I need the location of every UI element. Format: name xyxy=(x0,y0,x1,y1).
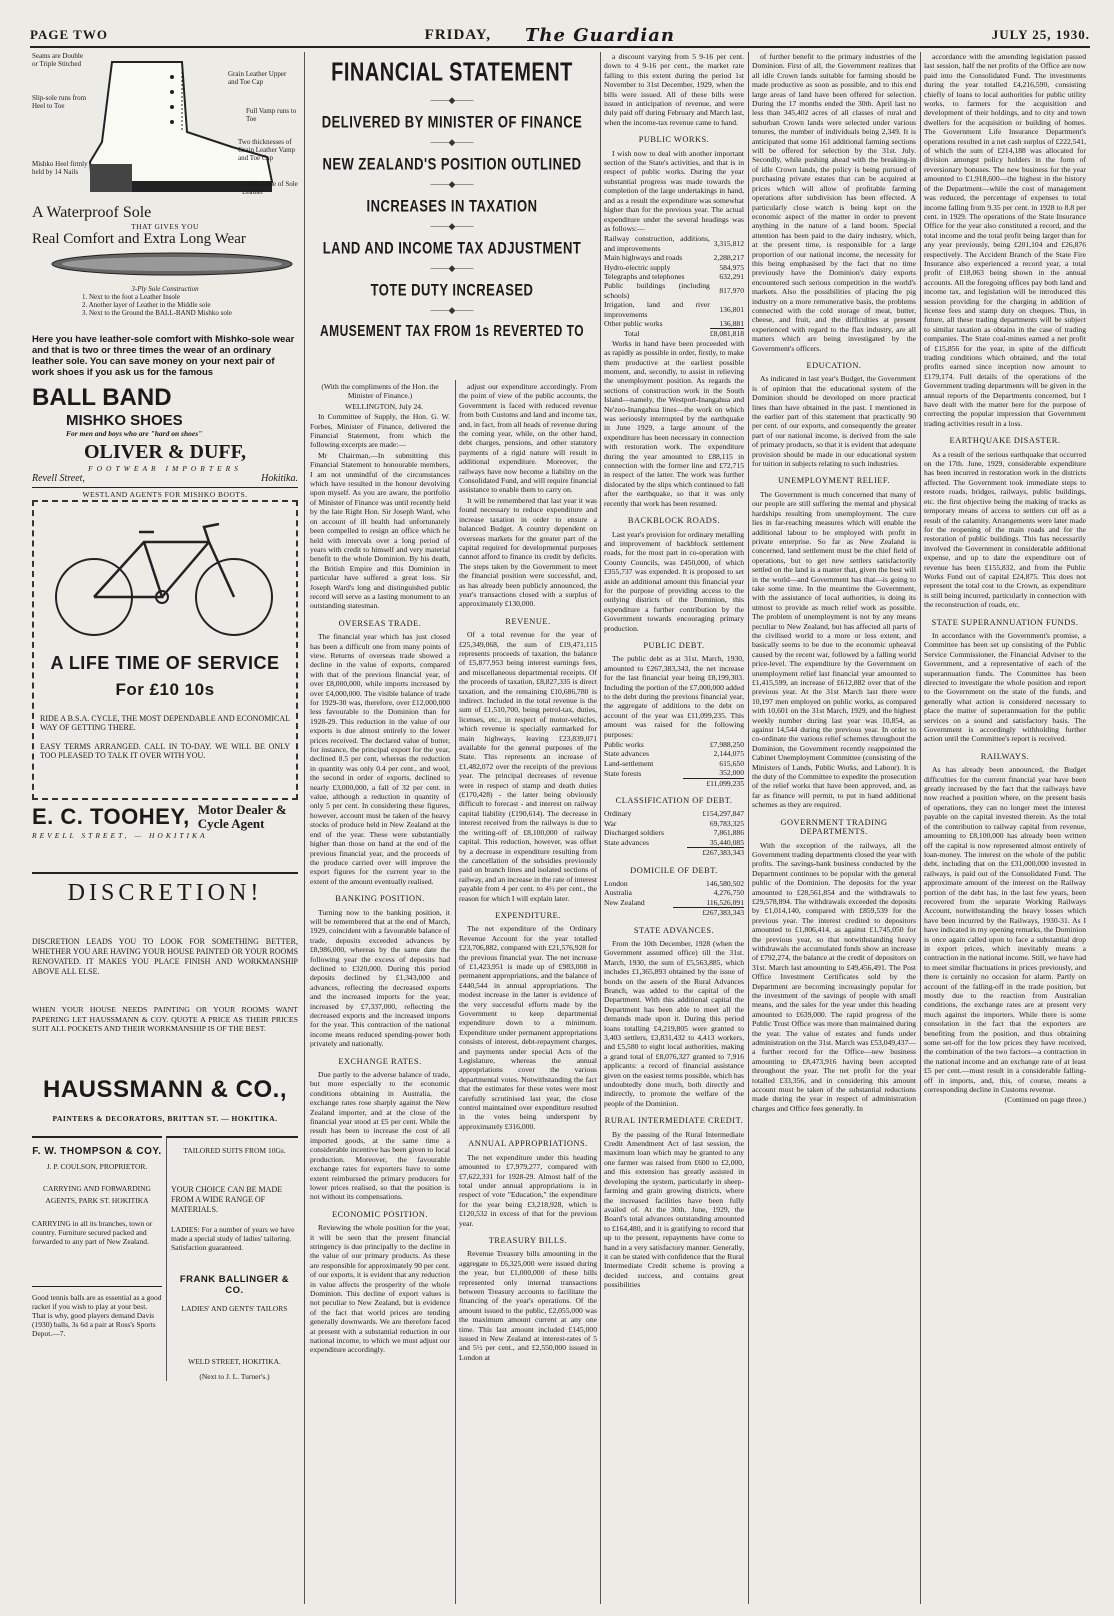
column-rule xyxy=(600,52,601,1604)
table-row xyxy=(604,749,744,758)
table-cell-label: Railway construction, additions, and improvements xyxy=(604,234,710,253)
table-row xyxy=(604,263,744,272)
article-column-1 xyxy=(310,382,450,1604)
table-cell-label: Hydro-electric supply xyxy=(604,262,671,272)
table-row xyxy=(604,898,744,908)
column-rule xyxy=(920,52,921,1604)
article-paragraph: As indicated in last year's Budget, the Government is of opinion that the educational system of the Dominion should be developed on more practical lines than have obtained in the past. I mentioned in the earlier part of this statement that practically 90 per cent. of our exports, and consequently the greater part of our national income, is derived from the sale of primary products, so that it is evident that adequate provision should be made in our educational system for tuition in subjects relating to such industries. xyxy=(752,374,916,469)
cycle-dealer-name: E. C. TOOHEY, xyxy=(32,804,190,829)
section-heading: DOMICILE OF DEBT. xyxy=(630,865,718,875)
shoe-subheadline: THAT GIVES YOU xyxy=(131,222,199,231)
table-cell-value: £267,383,343 xyxy=(673,908,744,918)
article-column-2 xyxy=(459,382,597,1604)
cycle-price: For £10 10s xyxy=(115,680,215,699)
article-paragraph: Turning now to the banking position, it will be remembered that at the end of March, 1929, coincident with a favourable balance of trade, deposits exceeded advances by £8,986,000, whereas by the same date the following year the excess of deposits had declined to £320,000. During this period deposits declined by £1,343,000 and advances, reflecting the decreased exports and the increased imports for the year, increased by £7,337,000, reflecting the decreased exports and the increased imports for the year. This contraction of the national income means reduced spending-power both privately and nationally. xyxy=(310,907,450,1049)
table-row xyxy=(604,828,744,837)
table-row xyxy=(604,319,744,329)
article-paragraph: adjust our expenditure accordingly. From the point of view of the public accounts, the Government is faced with reduced revenue from both Customs and land and income tax, and, in fact, from all heads of revenue during the coming year, while, on the other hand, debt charges, pensions, and other statutory payments of a rigid nature will result in additional expenditure. Moreover, the railways have now become a liability on the Consolidated Fund, and will require financial assistance to enable them to carry on. xyxy=(459,382,597,495)
article-paragraph: As has already been announced, the Budget difficulties for the current financial year have been greatly increased by the fact that the railways have now reached a position where, on the present basis of operations, they can no longer meet the interest payable on the capital invested therein. As the total of the contribution to railway capital from revenue, amounting to £8,100,000 has already been written off the capital is now represented almost entirely of loan-money. The interest on the whole of the public debt, including that on the £31,000,000 invested in railways, is paid out of the Consolidated Fund. The approximate amount of the interest on the Railway portion of the debt has, in the last few years, been recovered from the separate Working Railways Account, notwithstanding the heavy losses which have been incurred by the Railways, 1930-31. As I have indicated in my opening remarks, the Dominion is once again called upon to face a substantial drop in export prices, which inevitably means a contraction in the national income. Still, we have had to meet similar fluctuations in prices previously, and there is certainly no occasion for alarm. Partly on account of the falling-off in the trade position, but mostly due to the reaction from Australian conditions, the exchange rates are at present very much against the importers. While there is some consolation in the fact that the exporters are benefiting from the position, and thus obtaining some set-off for the low prices they have received, the combination of the two factors—a contraction in the national income and an exchange rate of at least £5 per cent.—must result in a considerable falling-off in imports, and, this, of course, means a corresponding decline in Customs revenue. xyxy=(924,765,1086,1095)
shoe-headline: A Waterproof Sole xyxy=(32,204,152,221)
tailor-headline: YOUR CHOICE CAN BE MADE FROM A WIDE RANGE OF MATERIALS. xyxy=(171,1185,283,1214)
article-paragraph: In Committee of Supply, the Hon. G. W. Forbes, Minister of Finance, delivered the Financial Statement, from which the following excerpts are made:— xyxy=(310,412,450,450)
table-row xyxy=(604,281,744,300)
table-cell-label: Ordinary xyxy=(604,809,632,819)
carrier-name: F. W. THOMPSON & COY. xyxy=(32,1146,162,1157)
shoe-advertisement xyxy=(32,52,298,348)
agents-line: WESTLAND AGENTS FOR MISHKO BOOTS. xyxy=(32,487,298,499)
construction-title: 3-Ply Sole Construction xyxy=(131,285,199,293)
table-row xyxy=(604,879,744,888)
article-paragraph: I wish now to deal with another important section of the State's activities, and that is in respect of public works. During the year substantial progress was made towards the completion of the large undertakings in hand, and as a result the expenditure was somewhat higher than for the previous year. The actual expenditure under the several headings was as follows:— xyxy=(604,148,744,233)
table-cell-value: 136,801 xyxy=(719,304,744,314)
table-cell-value: 352,000 xyxy=(719,768,744,778)
brand-tag: For men and boys who are "hard on shoes" xyxy=(66,429,203,438)
table-cell-label: Land-settlement xyxy=(604,758,654,768)
shoe-ad-lower xyxy=(32,334,298,499)
article-paragraph: a discount varying from 5 9-16 per cent. down to 4 9-16 per cent., the market rate falling to this extent during the period 1st November to 31st December, 1929, when the bills were issued. All of these bills were issued in anticipation of revenue, and were duly paid off during February and March last, when the income-tax revenue came to hand. xyxy=(604,52,744,127)
headline-deck-4: LAND AND INCOME TAX ADJUSTMENT xyxy=(322,237,582,258)
article-paragraph: By the passing of the Rural Intermediate Credit Amendment Act of last session, the maximum loan which may be granted to any one farmer was raised from £600 to £2,000, and this extension has greatly assisted in developing the system, particularly in sheep-farming and grain growing districts, where the increased facilities have been fully availed of. At the 30th. June, 1929, the Board's total advances outstanding amounted to £164,480, and it is gratifying to record that up to the present, repayments have come to hand in a very satisfactory manner. Generally, it can be stated with confidence that the Rural Intermediate Credit scheme is proving a decided success, and contains great possibilities xyxy=(604,1129,744,1290)
table-cell-value: 7,861,886 xyxy=(713,828,744,838)
headline-deck-5: TOTE DUTY INCREASED xyxy=(370,279,534,300)
table-cell-value: £267,383,343 xyxy=(687,848,744,858)
article-column-5 xyxy=(924,52,1086,1604)
cycle-body: RIDE A B.S.A. CYCLE, THE MOST DEPENDABLE AND ECONOMICAL WAY OF GETTING THERE. xyxy=(40,714,290,732)
section-heading: OVERSEAS TRADE. xyxy=(338,618,422,628)
dealer-street: Revell Street, xyxy=(32,473,85,484)
table-cell-label: Public buildings (including schools) xyxy=(604,281,710,300)
table-cell-label: State advances xyxy=(604,837,649,847)
painters-advertisement xyxy=(32,872,298,1122)
dealer-town: Hokitika. xyxy=(261,473,298,484)
tailor-street: WELD STREET, HOKITIKA. xyxy=(188,1357,281,1366)
article-dateline: WELLINGTON, July 24. xyxy=(345,401,423,411)
article-headline-block: FINANCIAL STATEMENT ——◆—— DELIVERED BY MINISTER OF FINANCE ——◆—— NEW ZEALAND'S POSITION OUTLINED ——◆—— INCREASES IN TAXATION ——◆—— LAND AND INCOME TAX ADJUSTMENT ——◆—— TOTE DUTY INCREASED ——◆—— AMUSEMENT TAX FROM 1s REVERTED TO xyxy=(310,56,594,346)
table-row xyxy=(604,838,744,848)
section-heading: PUBLIC DEBT. xyxy=(643,640,705,650)
bicycle-illustration xyxy=(34,502,296,642)
section-heading: RURAL INTERMEDIATE CREDIT. xyxy=(604,1116,744,1126)
section-heading: PUBLIC WORKS. xyxy=(638,135,710,145)
construction-line: 2. Another layer of Leather in the Middle sole xyxy=(82,301,211,309)
table-cell-value: 116,526,091 xyxy=(706,897,744,907)
article-paragraph: In accordance with the Government's promise, a Committee has been set up consisting of the Public Service Commissioner, the Financial Adviser to the Government, and a representative of each of the superannuation funds. The Committee has been directed to investigate the whole position and report to the Government on the state of the funds, and generally what action is considered necessary to place the matter of superannuation for the public services on a sound and satisfactory basis. The Government is accordingly withholding further action until the Committee's report is received. xyxy=(924,630,1086,744)
debt-domicile-table xyxy=(604,879,744,918)
masthead-paper-title: The Guardian xyxy=(525,24,675,46)
section-heading: EDUCATION. xyxy=(806,361,862,370)
article-paragraph: Last year's provision for ordinary metalling and improvement of backblock settlement roads, for the most part in co-operation with County Councils, was £450,000, of which £355,737 was expended. It is proposed to set aside an additional amount this financial year for the purpose of providing access to the outlying districts of the Dominion, this expenditure a further contribution by the Government towards encouraging primary production. xyxy=(604,529,744,633)
section-heading: GOVERNMENT TRADING DEPARTMENTS. xyxy=(780,817,888,837)
article-credit: (With the compliments of the Hon. the Minister of Finance.) xyxy=(321,382,439,401)
article-column-3 xyxy=(604,52,744,1604)
tailor-near: (Next to J. L. Turner's.) xyxy=(199,1372,270,1381)
tailor-advertisement xyxy=(166,1136,298,1381)
article-paragraph: Of a total revenue for the year of £25,349,068, the sum of £19,471,115 represents proceeds of taxation, the balance of £5,877,953 being interest earnings fees, and miscellaneous departmental receipts. Of the proceeds of taxation, £8,827,335 is direct taxation, and the remaining £10,686,780 is indirect. Included in the total revenue is the sum of £1,510,700, being petrol-tax, duties, licenses, etc., in respect of motor-vehicles, which revenue is specially earmarked for main highways, leaving £23,839,071 available for the general purposes of the State. This represents an increase of £1,482,072 over the receipts of the previous year. The principal decreases of revenue were in respect of stamp and death duties (£170,428) - the latter being obviously difficult to forecast - and interest on railway capital liability (£190,614). The decrease in interest received from the railways is due to the writing-off of £8,100,000 of railway capital. This reduction, however, was offset by a decrease in expenditure resulting from the cancellation of the subsidies previously paid on branch lines and isolated sections of railway, and an increase in the rate of interest payable from 4 per cent. to 4½ per cent., the reason for which I will explain later. xyxy=(459,630,597,903)
painters-footer: PAINTERS & DECORATORS, BRITTAN ST. — HOKITIKA. xyxy=(52,1113,278,1123)
masthead-day: FRIDAY, xyxy=(424,26,491,43)
sole-illustration xyxy=(32,248,298,280)
table-cell-value: £154,297,847 xyxy=(702,809,744,819)
table-cell-label: Telegraphs and telephones xyxy=(604,271,685,281)
table-row-total xyxy=(604,908,744,918)
public-works-table xyxy=(604,234,744,338)
table-cell-label: War xyxy=(604,818,617,828)
table-cell-label: New Zealand xyxy=(604,897,645,907)
headline-main: FINANCIAL STATEMENT xyxy=(331,58,573,88)
table-cell-value: £11,099,235 xyxy=(683,778,744,788)
section-heading: CLASSIFICATION OF DEBT. xyxy=(615,796,733,806)
cycle-dealer-role: Motor Dealer & Cycle Agent xyxy=(197,802,287,831)
table-row xyxy=(604,300,744,319)
construction-line: 3. Next to the Ground the BALL-BAND Mishko sole xyxy=(82,309,232,317)
shoe-body: Here you have leather-sole comfort with Mishko-sole wear and that is two or three times the wear of an ordinary leather sole. You can save money on your next pair of work shoes if you ask us for the famous xyxy=(32,334,295,378)
table-row xyxy=(604,759,744,768)
article-paragraph: From the 10th December, 1928 (when the Government assumed office) till the 31st. March, 1930, the sum of £5,563,885, which includes £1,365,893 obtained by the issue of bonds on the assets of the Rural Advances Branch, was added to the capital of the Department. With this additional capital the Department has been able to meet all the demands made upon it. During this period loans totalling £4,219,805 were granted to 3,403 settlers, £3,831,432 to 4,413 workers, and £5,580 to eight local authorities, making a grand total of £8,076,327 granted to 7,916 applicants: a record of financial assistance given on the easiest terms possible, which has undoubtedly done much, both directly and indirectly, to promote the welfare of the people of the Dominion. xyxy=(604,938,744,1108)
section-heading: BACKBLOCK ROADS. xyxy=(627,516,721,526)
table-cell-value: 615,650 xyxy=(719,758,744,768)
article-paragraph: Mr Chairman,—In submitting this Financial Statement to honourable members, I am not unmindful of the circumstances which have resulted in the honour devolving upon myself. As you are aware, the portfolio of Minister of Finance was until recently held by the late Right Hon. Sir Joseph Ward, who on account of ill health had unfortunately been compelled to resign an office which he held with intervals over a long period of years with credit to himself and very material benefit to the whole Dominion. By his death, the British Empire and this Dominion in particular have suffered a great loss. Sir Joseph Ward's long and distinguished public record will serve as a lasting monument to an outstanding statesman. xyxy=(310,450,450,611)
section-heading: EARTHQUAKE DISASTER. xyxy=(949,436,1061,446)
table-cell-value: 584,975 xyxy=(719,262,744,272)
carrier-body: CARRYING in all its branches, town or country. Furniture secured packed and forwarded to any part of New Zealand. xyxy=(32,1219,153,1246)
callout-mishko-heel: Mishko Heel firmly held by 14 Nails xyxy=(32,160,88,176)
table-cell-label: Australia xyxy=(604,888,632,898)
continued-notice: (Continued on page three.) xyxy=(1004,1095,1086,1105)
table-cell-value: 632,291 xyxy=(719,271,744,281)
tailor-body: LADIES: For a number of years we have made a special study of ladies' tailoring. Satisfaction guaranteed. xyxy=(171,1225,295,1252)
table-cell-label: Public works xyxy=(604,740,644,750)
section-heading: REVENUE. xyxy=(505,616,551,626)
table-cell-value: 3,315,812 xyxy=(713,239,744,249)
table-cell-label: Other public works xyxy=(604,319,663,329)
section-heading: ECONOMIC POSITION. xyxy=(331,1209,428,1219)
table-row xyxy=(604,768,744,778)
table-cell-value: 136,881 xyxy=(719,318,744,328)
painters-headline: DISCRETION! xyxy=(67,880,263,906)
headline-deck-6: AMUSEMENT TAX FROM 1s REVERTED TO xyxy=(319,321,585,341)
section-heading: UNEMPLOYMENT RELIEF. xyxy=(778,476,890,486)
brand-name: BALL BAND xyxy=(32,384,172,411)
table-cell-label: Irrigation, land and river improvements xyxy=(604,300,710,319)
table-row xyxy=(604,819,744,828)
table-cell-value: 69,783,325 xyxy=(709,818,744,828)
callout-grain-leather: Grain Leather Upper and Toe Cap xyxy=(228,70,287,86)
tennis-notice: Good tennis balls are as essential as a good racket if you wish to play at your best. That is why, good players demand Davis (1930) balls, 3s 6d a pair at Ross's Sports Depot.—7. xyxy=(32,1286,162,1338)
article-paragraph: With the exception of the railways, all the Government trading departments closed the year with profits. The savings-bank business conducted by the Department continues to be popular with the general public of the Dominion. The deposits for the year amounted to £28,561,854 and the withdrawals to £29,578,894. The withdrawals exceeded the deposits by £1,014,140, compared with £859,539 for the previous year. The interest credited to depositors amounted to £1,806,414, as against £1,745,050 for the previous year, so that notwithstanding heavy withdrawals the accumulated funds show an increase of £792,274, the balance at the credit of depositors on 31st. March last amounting to £49,456,491. The Post Office Investment Certificates sold by the Department are becoming increasingly popular for the investment of the savings of people with small means, and the sales for the year under this heading amounted to £639,000. The rapid progress of the Public Trust Office was more than maintained during the year. The value of estates and funds under administration on the 31st. March was £53,049,437—a further record for the Office—new business amounting to £8,473,916 having been accepted throughout the year. The net profit for the year totalled £33,356, and in considering this amount account must be taken of the substantial reductions made during the year in respect of administration charges and Office fees generally. In xyxy=(752,840,916,1113)
table-cell-value: 2,288,217 xyxy=(713,253,744,263)
table-row xyxy=(604,272,744,281)
headline-deck-3: INCREASES IN TAXATION xyxy=(366,195,538,216)
table-cell-value: £8,081,818 xyxy=(709,329,744,339)
callout-full-vamp: Full Vamp runs to Toe xyxy=(246,107,297,123)
article-paragraph: Reviewing the whole position for the year, it will be seen that the present financial stringency is due principally to the decline in the value of our primary products. As these are responsible for approximately 90 per cent. of our exports, it is evident that any reduction in value affects the prosperity of the whole Dominion. This decline of export values is not peculiar to New Zealand, but is evidence of the fact that world prices are tending generally downwards. We are therefore faced at present with a substantial reduction in our national income, to which we must adjust our expenditure accordingly. xyxy=(310,1223,450,1355)
section-heading: STATE SUPERANNUATION FUNDS. xyxy=(931,617,1079,627)
table-row xyxy=(604,740,744,749)
masthead xyxy=(30,24,1090,48)
painters-body-2: WHEN YOUR HOUSE NEEDS PAINTING OR YOUR ROOMS WANT PAPERING LET HAUSSMANN & COY. QUOTE A PRICE AS THEIR PRICES SUIT ALL POCKETS AND THEIR WORKMANSHIP IS OF THE BEST. xyxy=(32,1005,298,1033)
article-paragraph: The net expenditure of the Ordinary Revenue Account for the year totalled £23,706,882, compared with £21,576,928 for the previous financial year. The net increase of £1,423,951 is made up of £983,008 in permanent appropriations, and the balance of £440,544 in annual appropriations. The modest increase in the latter is evidence of the very successful efforts made by the Government to keep departmental expenditure down to a minimum. Expenditure under permanent appropriations consists of interest, debt-repayment charges, and payments under special Acts of the Legislature, whereas the annual appropriations cover the various departmental votes. Notwithstanding the fact that the estimates for these votes were most carefully scrutinised last year, the close control maintained over expenditure resulted in the votes being underspent by approximately £316,000. xyxy=(459,924,597,1131)
article-paragraph: As a result of the serious earthquake that occurred on the 17th. June, 1929, considerable expenditure has been incurred in restoration work in the districts affected. The Government took immediate steps to restore roads, bridges, railways, public buildings, etc. the first objective being the making of tracks as temporary means of access to settlers cut off as a result of the calamity. Arrangements were later made for the reopening of the main roads and for the restoration of public buildings. This has necessarily involved the Government in considerable additional expense, and up to date the expenditure out of revenue has been £155,832, and from the Public Works Fund out of capital £24,875. This does not represent the total cost to the Crown, as expenditure is still being incurred, particularly in connection with the reconstruction of roads, etc. xyxy=(924,449,1086,610)
callout-seams: Seams are Double or Triple Stitched xyxy=(32,52,83,68)
callout-insole: Insole made of Sole Leather xyxy=(242,180,298,196)
table-row xyxy=(604,253,744,262)
table-cell-label: London xyxy=(604,878,628,888)
masthead-date: JULY 25, 1930. xyxy=(991,27,1090,42)
article-paragraph: accordance with the amending legislation passed last session, half the net profits of the Office are now paid into the Consolidated Fund. The investments during the year totalled £4,216,590, consisting chiefly of loans to local authorities for public utility works, to farmers for the acquisition and development of their holdings, and to city and town dwellers for the acquisition or building of homes. The Government Life Insurance Department's operations resulted in a net cash surplus of £222,541, of which the sum of £214,188 was allocated for division amongst policy holders in the form of reversionary bonuses. The new business for the year amounted to £1,918,600—the highest in the history of the Department—while the cost of management was reduced, the percentage of expenses to total income falling from 9.35 per cent. in 1928 to 8.8 per cent. in 1929. The operations of the State Insurance Office for the year also constituted a record, and the total income and the total profit being larger than for any year previously, being £201,104 and £26,876 respectively. The Accident Branch of the State Fire Insurance also experienced a record year, a total profit of £18,063 being shown in the annual accounts. All the foregoing offices pay both land and income tax, and legislation will be introduced this session providing for the charging in addition of license fees and stamp duty on cheques. Thus, in future, all these trading departments will be subject to similar taxation as obtains in the case of trading companies. The State coal-mines earned a net profit of £15,856 for the year, in spite of the difficult trading conditions which obtained, and the total profits earned since inception now amount to £179,174. Full details of the operations of the Government trading departments will be given in the annual reports of the Departments concerned, but I have dealt with the matter here for the purpose of correcting the popular impression that Government trading activities result in a loss. xyxy=(924,52,1086,428)
section-heading: STATE ADVANCES. xyxy=(633,925,715,935)
debt-purposes-table xyxy=(604,740,744,788)
cycle-advertisement xyxy=(32,500,298,800)
table-row-total xyxy=(604,778,744,788)
table-cell-label: Total xyxy=(624,329,640,339)
table-cell-value: 35,440,085 xyxy=(709,837,744,847)
page-number: PAGE TWO xyxy=(30,27,108,42)
carrier-advertisement xyxy=(32,1136,162,1338)
construction-line: 1. Next to the foot a Leather Insole xyxy=(82,293,180,301)
dealer-name: OLIVER & DUFF, xyxy=(83,441,247,463)
table-cell-value: 4,276,750 xyxy=(713,888,744,898)
table-cell-value: 146,580,502 xyxy=(706,878,744,888)
article-column-4 xyxy=(752,52,916,1604)
tailor-role: LADIES' AND GENTS' TAILORS xyxy=(181,1304,288,1313)
column-rule xyxy=(304,52,305,1604)
table-cell-value: 817,970 xyxy=(719,286,744,296)
cycle-terms: EASY TERMS ARRANGED. CALL IN TO-DAY. WE WILL BE ONLY TOO PLEASED TO TALK IT OVER WITH YOU. xyxy=(40,742,290,760)
table-row-total xyxy=(604,329,744,339)
section-heading: ANNUAL APPROPRIATIONS. xyxy=(468,1139,588,1149)
headline-deck-2: NEW ZEALAND'S POSITION OUTLINED xyxy=(322,153,582,174)
article-paragraph: The Government is much concerned that many of our people are still suffering the mental and physical hardships resulting from unemployment. The cure lies in far-reaching measures which will enable the additional labour to be employed with profit in private enterprise. So far as New Zealand is concerned, land settlement must be the chief field of operations, but to get new settlers satisfactorily settled on the land is a matter that, given the best will in the world—and Government has that—is going to take some time. In the meantime the Government, with the assistance of local authorities, is doing its utmost to provide as much relief work as possible. The problem of unemployment is not by any means peculiar to New Zealand, but has affected all parts of the civilised world to a more or less extent, and basically seems to be due to the economic upheaval caused by the recent war, followed by a falling world price-level. The expenditure by the Government on unemployment relief last financial year amounted to £1,415,599, an increase of £612,882 over that of the previous year. At the 31st March last there were 10,197 men employed on public works, as compared with 10,601 on the 31st March, 1929, and the highest weekly number during last year was 10,854, as against 14,544 during the previous year. In order to co-ordinate the various relief schemes throughout the Dominion, the Government recently reappointed the Cabinet Unemployment Committee (consisting of the Ministers of Lands, Public Works, and Labour). It is the duty of the Committee to expedite the prosecution of the relief works that have been approved, and, as far as finance will permit, to put in hand additional schemes as they are required. xyxy=(752,489,916,810)
column-rule xyxy=(455,380,456,1604)
cycle-headline: A LIFE TIME OF SERVICE xyxy=(50,653,280,673)
table-cell-label: State advances xyxy=(604,749,649,759)
article-paragraph: Due partly to the adverse balance of trade, but more especially to the economic conditions obtaining in Australia, the exchange rates rose sharply against the New Zealand importer, and at the close of the financial year stood at £5 per cent. While the result has been to increase the cost of all imported goods, at the same time a considerable incentive has been given to local production. Moreover, the favourable exchange rates for exporters have to some extent reimbursed the primary producers for lower prices realised, so that the position is not without its compensations. xyxy=(310,1070,450,1202)
section-heading: EXPENDITURE. xyxy=(495,910,561,920)
headline-deck-1: DELIVERED BY MINISTER OF FINANCE xyxy=(321,111,583,132)
article-paragraph: The public debt as at 31st. March, 1930, amounted to £267,383,343, the net increase for the last financial year being £8,199,303. Including the portion of the £7,000,000 added to the debt during the previous financial year, the aggregate of additions to the debt on account of the year was £11,099,235. This amount was raised for the following purposes: xyxy=(604,654,744,739)
article-paragraph: The financial year which has just closed has been a difficult one from many points of view. Returns of overseas trade showed a decline in the value of exports, compared with that of the previous financial year, of over £8,000,000, while imports increased by over £4,000,000. The visible balance of trade for 1929-30 was, therefore, over £12,000,000 less favourable to the Dominion than for 1928-29. This reduction in the value of our exports is due almost entirely to the lower prices received. The declared value of butter, for instance, the principal export for the year, declined 8.5 per cent, whereas the reduction in quantity was only 0.4 per cent., and wool, the second in order of exports, declined to nearly £3,000,000, a fall of 32 per cent. in value, although a reduction in quantity of only 5 per cent. In considering these figures, however, account must be taken of the heavy stocks of produce held in New Zealand at the end of the year. These were substantially higher than those on hand at the end of the previous financial year, and the proceeds of the produce carried over will improve the export figures for the current year to the extent of the amount eventually realised. xyxy=(310,632,450,886)
debt-classification-table xyxy=(604,809,744,857)
tailor-top: TAILORED SUITS FROM 10Gs. xyxy=(183,1146,286,1155)
brand-subname: MISHKO SHOES xyxy=(66,412,183,429)
painters-body: DISCRETION LEADS YOU TO LOOK FOR SOMETHING BETTER, WHETHER YOU ARE HAVING YOUR HOUSE PAINTED OR YOUR ROOMS RENOVATED. IT MAKES YOU PLACE FINISH AND WORKMANSHIP ABOVE ALL ELSE. xyxy=(32,937,298,976)
article-paragraph: It will be remembered that last year it was found necessary to reduce expenditure and increase taxation in order to ensure a balanced Budget. A country dependent on overseas markets for the greater part of the capital required for developmental purposes cannot afford to finance its credit by deficits. The steps taken by the Government to meet the financial position were successful, and, as has already been publicly announced, the year's transactions closed with a surplus of approximately £130,000. xyxy=(459,495,597,609)
callout-slip-sole: Slip-sole runs from Heel to Toe xyxy=(32,94,87,110)
callout-two-thicknesses: Two thicknesses of Grain Leather Vamp and Toe Cap xyxy=(238,138,296,162)
table-row xyxy=(604,809,744,818)
table-row-total xyxy=(604,848,744,858)
table-row xyxy=(604,234,744,253)
section-heading: TREASURY BILLS. xyxy=(488,1235,568,1245)
article-paragraph: Revenue Treasury bills amounting in the aggregate to £6,325,000 were issued during the year, but £1,000,000 of these bills represented only internal transactions between Treasury accounts to facilitate the financing of the year's operations. Of the amount issued to the public, £2,055,000 was the maximum amount current at any one time. This last amount included £145,000 issued in New Zealand at interest-rates of 5 and 5½ per cent., and £2,550,000 issued in London at xyxy=(459,1249,597,1362)
carrier-proprietor: J. P. COULSON, PROPRIETOR. xyxy=(46,1162,148,1171)
cycle-address: REVELL STREET, — HOKITIKA xyxy=(32,831,208,840)
article-paragraph: of further benefit to the primary industries of the Dominion. First of all, the Government realizes that all idle Crown lands suitable for farming should be made productive as soon as possible, and to this end large areas of land have been offered for selection. During the 17 months ended the 30th. April last no less than 345,402 acres of all classes of rural and suburban Crown lands were selected under various tenures, the number of individuals being 2,349. It is anticipated that some 161 additional farming sections will be offered for selection by the 31st. July. Secondly, while pushing ahead with the breaking-in of idle Crown lands, the policy is being pursued of purchasing private estates that can be acquired at prices which will allow of profitable farming operations after subdivision has been effected. A particularly close watch is being kept on the economic aspect of the matter in order to prevent anything in the nature of a land boom. Special attention has been paid to the dairy industry, which, at the present time, is responsible for a large proportion of our national income, the necessity for this being emphasised by the fact that no time previously have the Dominion's dairy exports encountered such serious competition in the world's markets. Also the possibilities of placing the pig industry on a more remunerative basis, the problems connected with the cold storage of meat, butter, cheese, and fruit, and the difficulties at present experienced with regard to the flax industry, are all matters which are being investigated by the Government's officers. xyxy=(752,52,916,353)
column-rule xyxy=(748,52,749,1604)
table-cell-label: Main highways and roads xyxy=(604,253,683,263)
cycle-dealer xyxy=(32,803,298,840)
section-heading: EXCHANGE RATES. xyxy=(338,1056,422,1066)
article-paragraph: Works in hand have been proceeded with as rapidly as possible in order, firstly, to make them productive at the earliest possible moment, and, secondly, to assist in relieving the unemployment position. As regards the sections of construction work in the South Island—namely, the Westport-Inangahua and Ne'zoo-Inangahua lines—the work on which was seriously interrupted by the earthquake in June 1929, a large amount of the expenditure has been necessary in connection with restoration work. The expenditure during the year amounted to £88,115 in connection with the former line and £72,715 in respect of the latter. The work was further dislocated by the slips which continued to fall after the earthquake, so that it was only recently that work has been resumed. xyxy=(604,338,744,508)
tailor-name: FRANK BALLINGER & CO. xyxy=(179,1274,290,1296)
table-cell-label: State forests xyxy=(604,768,642,778)
article-paragraph: The net expenditure under this heading amounted to £7,979,277, compared with £7,622,331 for 1928-29. Almost half of the total under annual appropriations is in respect of vote "Education," the expenditure for the year being £3,218,928, which is £120,532 in excess of that for the previous year. xyxy=(459,1152,597,1228)
carrier-service: CARRYING AND FORWARDING AGENTS, PARK ST. HOKITIKA xyxy=(43,1184,151,1205)
section-heading: BANKING POSITION. xyxy=(335,894,425,904)
table-cell-label: Discharged soldiers xyxy=(604,828,664,838)
dealer-sub: FOOTWEAR IMPORTERS xyxy=(88,464,242,473)
table-row xyxy=(604,888,744,897)
table-cell-value: £7,988,250 xyxy=(709,740,744,750)
table-cell-value: 2,144,075 xyxy=(713,749,744,759)
painters-name: HAUSSMANN & CO., xyxy=(42,1075,287,1103)
section-heading: RAILWAYS. xyxy=(980,751,1030,761)
shoe-tagline: Real Comfort and Extra Long Wear xyxy=(32,231,246,247)
